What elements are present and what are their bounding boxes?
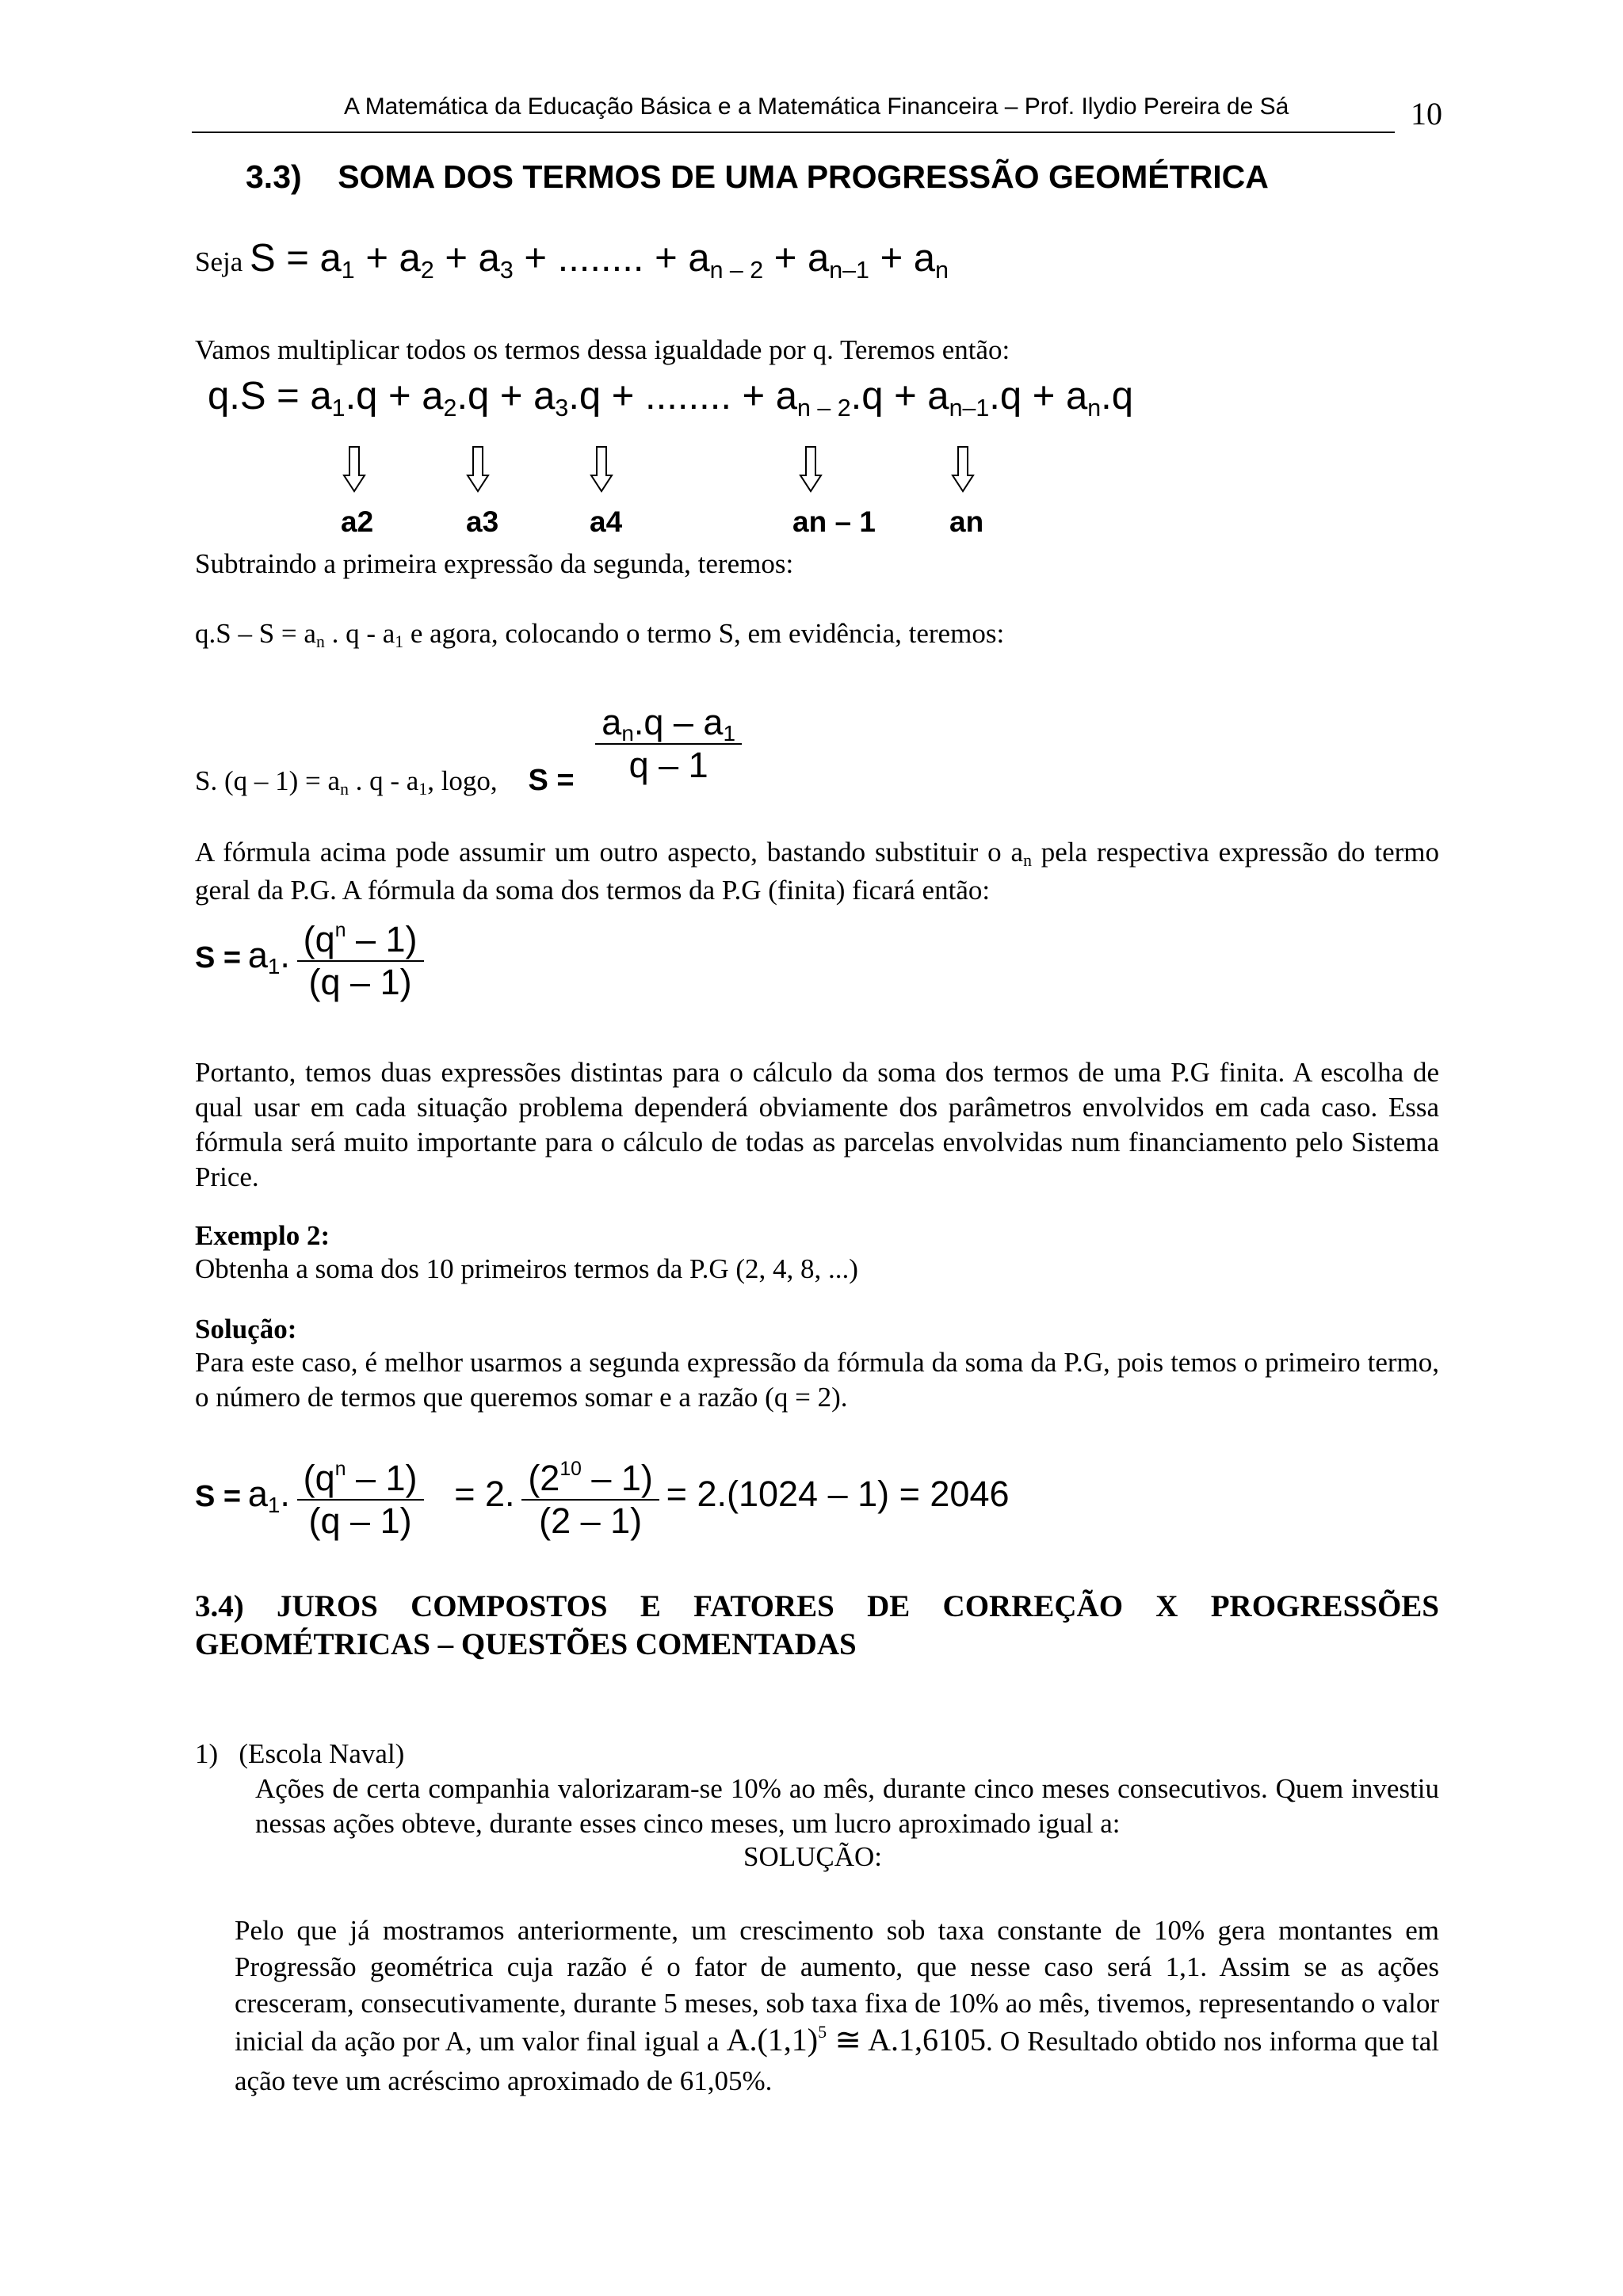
result-expression: = 2.(1024 – 1) = 2046 — [666, 1474, 1010, 1515]
header-divider — [192, 132, 1395, 133]
section-title-3-4: 3.4) JUROS COMPOSTOS E FATORES DE CORREÇÃO X PROGRESSÕES GEOMÉTRICAS – QUESTÕES COMENTADAS — [195, 1589, 1439, 1661]
seja-label: Seja — [195, 246, 243, 277]
solution-paragraph: Para este caso, é melhor usarmos a segunda expressão da fórmula da soma da P.G, pois temos o primeiro termo, o número de termos que queremos somar e a razão (q = 2). — [195, 1347, 1439, 1413]
formula-text-part-1: A fórmula acima pode assumir um outro aspecto, bastando substituir o a — [195, 837, 1024, 868]
sum-formula: S = a1 + a2 + a3 + ........ + an – 2 + an–1 + an — [250, 237, 949, 284]
evidence-text: e agora, colocando o termo S, em evidência, teremos: — [410, 618, 1005, 649]
down-arrow-icon — [342, 445, 366, 493]
solution-label: SOLUÇÃO: — [743, 1841, 883, 1872]
subtract-paragraph: Subtraindo a primeira expressão da segunda, teremos: — [195, 548, 794, 579]
sum-equation — [195, 236, 949, 284]
difference-line — [195, 618, 1004, 650]
example-question: Obtenha a soma dos 10 primeiros termos da P.G (2, 4, 8, ...) — [195, 1253, 858, 1284]
formula-text-part-2: pela respectiva expressão do termo geral da P.G. A fórmula da soma dos termos da P.G (finita) ficará então: — [195, 837, 1440, 906]
logo-text: , logo, — [427, 765, 498, 797]
answer-paragraph: Pelo que já mostramos anteriormente, um crescimento sob taxa constante de 10% gera montantes em Progressão geométrica cuja razão é o fator de aumento, que nesse caso será 1,1. Assim se as ações cresceram, consecutivamente, durante 5 meses, sob taxa fixa de 10% ao mês, tivemos, representando o valor inicial da ação por A, um valor final igual a $A.(1,1)^5$ ≅ A.1,6105. O Resultado obtido nos informa que tal ação teve um acréscimo aproximado de 61,05%. — [235, 1915, 1440, 2096]
answer-text-part-1: Pelo que já mostramos anteriormente, um crescimento sob taxa constante de 10% gera montantes em Progressão geométrica cuja razão é o fator de aumento, que nesse caso será 1,1. Assim se as ações cresceram, consecutivamente, durante 5 meses, sob taxa fixa de 10% ao mês, tivemos, representando o valor inicial da ação por A, um valor final igual a — [235, 1915, 1440, 2057]
multiplied-sum-formula: q.S = a1.q + a2.q + a3.q + ........ + an – 2.q + an–1.q + an.q — [208, 375, 1133, 421]
answer-text-part-2: Resultado obtido nos informa que tal ação teve um acréscimo aproximado de 61,05%. — [235, 2026, 1439, 2096]
difference-expression: q.S – S = an . q - a1 — [195, 618, 404, 652]
example-calculation — [195, 1458, 1010, 1542]
factored-line — [195, 702, 742, 799]
fraction-general: $\frac{(q^n - 1)}{(q - 1)}$ — [297, 1458, 424, 1542]
result-value: 2046 — [930, 1474, 1010, 1515]
equals-2: = 2. — [454, 1474, 515, 1515]
example-title: Exemplo 2: — [195, 1220, 330, 1251]
section-title-3-3: 3.3) SOMA DOS TERMOS DE UMA PROGRESSÃO GEOMÉTRICA — [246, 158, 1269, 195]
arrow-label-a3: a3 — [466, 505, 499, 538]
sum-formula-2 — [195, 919, 424, 1003]
multiply-paragraph: Vamos multiplicar todos os termos dessa igualdade por q. Teremos então: — [195, 334, 1010, 365]
down-arrow-icon — [466, 445, 490, 493]
down-arrow-icon — [951, 445, 975, 493]
fraction-formula-2: $\frac{(q^n - 1)}{(q - 1)}$ — [297, 919, 424, 1003]
down-arrow-icon — [590, 445, 613, 493]
formula-paragraph: A fórmula acima pode assumir um outro aspecto, bastando substituir o an pela respectiva expressão do termo geral da P.G. A fórmula da soma dos termos da P.G (finita) ficará então: — [195, 837, 1440, 906]
arrow-label-a2: a2 — [341, 505, 374, 538]
down-arrow-icon — [799, 445, 823, 493]
arrow-label-an: an — [949, 505, 984, 538]
fraction-numeric: $\frac{(2^{10} - 1)}{(2 - 1)}$ — [521, 1458, 659, 1542]
page-header: A Matemática da Educação Básica e a Matemática Financeira – Prof. Ilydio Pereira de Sá — [344, 93, 1289, 120]
fraction-formula-1: $\frac{an.q - a1}{q - 1}$ — [595, 702, 742, 786]
solution-title: Solução: — [195, 1314, 297, 1344]
page-number: 10 — [1411, 96, 1442, 132]
a1-term: a1. — [247, 935, 290, 978]
question-1-label: 1) (Escola Naval) — [195, 1738, 405, 1769]
s-label: S = — [528, 764, 575, 798]
portanto-paragraph: Portanto, temos duas expressões distintas para o cálculo da soma dos termos de uma P.G finita. A escolha de qual usar em cada situação problema dependerá obviamente dos parâmetros envolvidos em cada caso. Essa fórmula será muito importante para o cálculo de todas as parcelas envolvidas num financiamento pelo Sistema Price. — [195, 1057, 1439, 1192]
final-value-expression: $A.(1,1)^5$ ≅ A.1,6105 — [726, 2021, 986, 2058]
question-1-text: Ações de certa companhia valorizaram-se 10% ao mês, durante cinco meses consecutivos. Quem investiu nessas ações obteve, durante esses cinco meses, um lucro aproximado igual a: — [255, 1773, 1439, 1839]
factored-expression: S. (q – 1) = an . q - a1, logo, — [195, 765, 498, 799]
arrow-label-an-1: an – 1 — [792, 505, 876, 538]
a1-term: a1. — [247, 1474, 290, 1517]
arrow-label-a4: a4 — [590, 505, 623, 538]
s-label: S = — [195, 941, 242, 975]
s-label: S = — [195, 1480, 242, 1514]
